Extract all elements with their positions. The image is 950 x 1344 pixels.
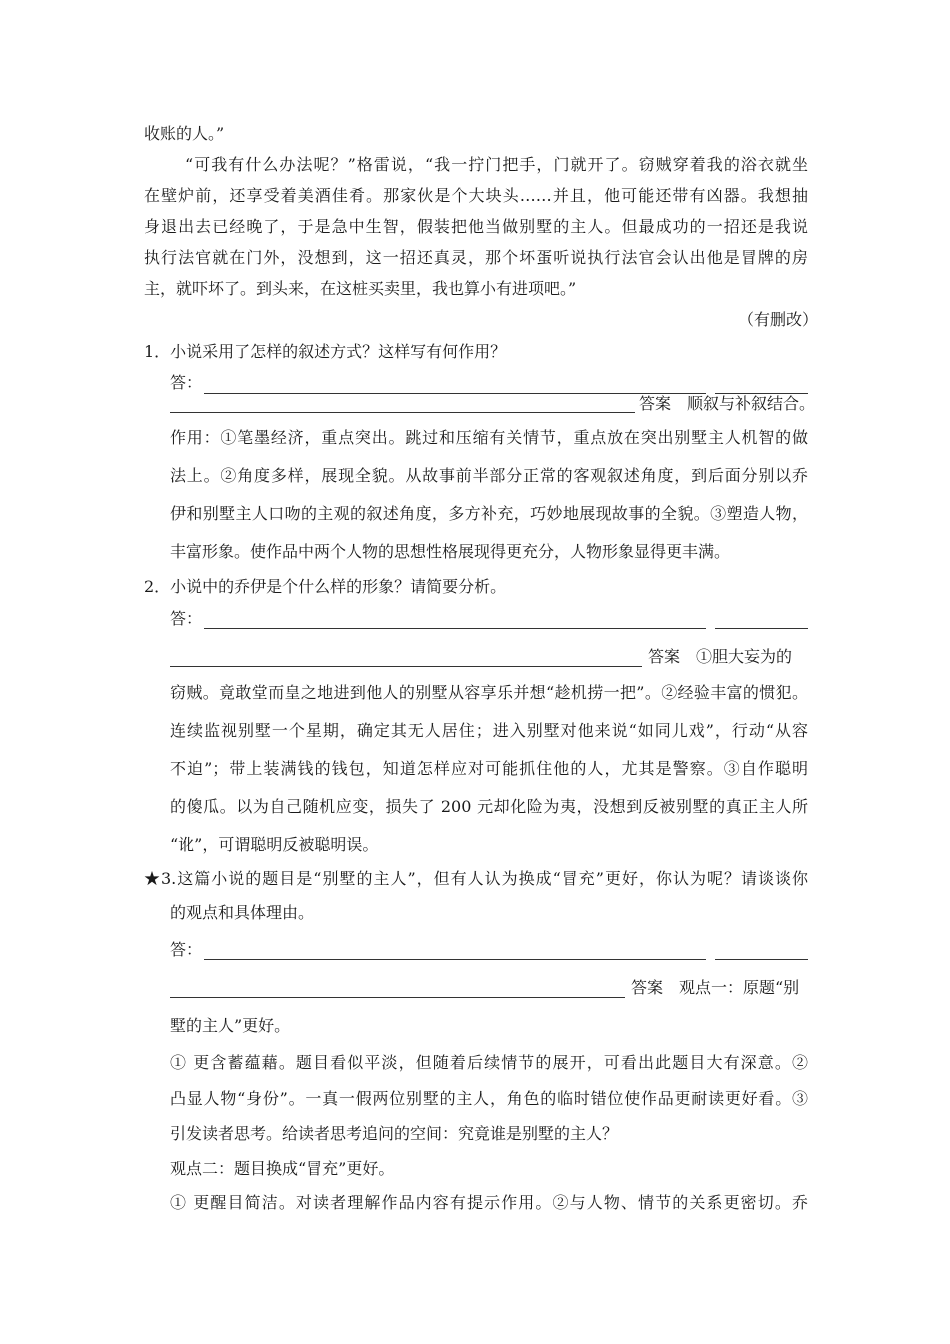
answer-body-line: 的傻瓜。以为自己随机应变，损失了 200 元却化险为夷，没想到反被别墅的真正主人所 bbox=[170, 797, 808, 816]
answer-line bbox=[170, 412, 635, 413]
answer-body-line: 墅的主人”更好。 bbox=[170, 1016, 291, 1035]
question-3-cont: 的观点和具体理由。 bbox=[170, 903, 315, 922]
answer-tag: 答案 观点一：原题“别 bbox=[631, 978, 800, 997]
story-line: “可我有什么办法呢？”格雷说，“我一拧门把手，门就开了。窃贼穿着我的浴衣就坐 bbox=[185, 155, 808, 174]
answer-prefix: 答： bbox=[170, 609, 203, 628]
story-line: 身退出去已经晚了，于是急中生智，假装把他当做别墅的主人。但最成功的一招还是我说 bbox=[144, 217, 808, 236]
answer-body-line: 法上。②角度多样，展现全貌。从故事前半部分正常的客观叙述角度，到后面分别以乔 bbox=[170, 466, 808, 485]
revision-note: （有删改） bbox=[738, 310, 819, 329]
answer-tag: 答案 顺叙与补叙结合。 bbox=[639, 394, 816, 413]
answer-body-line: ① 更醒目简洁。对读者理解作品内容有提示作用。②与人物、情节的关系更密切。乔 bbox=[170, 1193, 808, 1212]
question-2: 2．小说中的乔伊是个什么样的形象？请简要分析。 bbox=[144, 577, 507, 596]
answer-body-line: ① 更含蓄蕴藉。题目看似平淡，但随着后续情节的展开，可看出此题目大有深意。② bbox=[170, 1053, 808, 1072]
answer-body-line: 凸显人物“身份”。一真一假两位别墅的主人，角色的临时错位使作品更耐读更好看。③ bbox=[170, 1089, 808, 1108]
answer-line bbox=[170, 997, 625, 998]
story-line: 收账的人。” bbox=[144, 124, 225, 143]
answer-body-line: 不迫”；带上装满钱的钱包，知道怎样应对可能抓住他的人，尤其是警察。③自作聪明 bbox=[170, 759, 808, 778]
story-line: 主，就吓坏了。到头来，在这桩买卖里，我也算小有进项吧。” bbox=[144, 279, 577, 298]
answer-prefix: 答： bbox=[170, 940, 203, 959]
answer-body-line: 伊和别墅主人口吻的主观的叙述角度，多方补充，巧妙地展现故事的全貌。③塑造人物， bbox=[170, 504, 808, 523]
question-1: 1．小说采用了怎样的叙述方式？这样写有何作用？ bbox=[144, 342, 507, 361]
answer-line bbox=[715, 628, 808, 629]
answer-line bbox=[715, 959, 808, 960]
answer-body-line: 连续监视别墅一个星期，确定其无人居住；进入别墅对他来说“如同儿戏”，行动“从容 bbox=[170, 721, 808, 740]
answer-line bbox=[204, 393, 706, 394]
story-line: 在壁炉前，还享受着美酒佳肴。那家伙是个大块头……并且，他可能还带有凶器。我想抽 bbox=[144, 186, 808, 205]
answer-body-line: 窃贼。竟敢堂而皇之地进到他人的别墅从容享乐并想“趁机捞一把”。②经验丰富的惯犯。 bbox=[170, 683, 808, 702]
answer-line bbox=[170, 666, 642, 667]
answer-body-line: 引发读者思考。给读者思考追问的空间：究竟谁是别墅的主人？ bbox=[170, 1124, 619, 1143]
story-line: 执行法官就在门外，没想到，这一招还真灵，那个坏蛋听说执行法官会认出他是冒牌的房 bbox=[144, 248, 808, 267]
question-3: ★3.这篇小说的题目是“别墅的主人”，但有人认为换成“冒充”更好，你认为呢？请谈谈你 bbox=[144, 869, 808, 888]
answer-body-line: 作用：①笔墨经济，重点突出。跳过和压缩有关情节，重点放在突出别墅主人机智的做 bbox=[170, 428, 808, 447]
answer-line bbox=[204, 628, 706, 629]
answer-body-line: 观点二：题目换成“冒充”更好。 bbox=[170, 1159, 395, 1178]
answer-line bbox=[204, 959, 706, 960]
answer-body-line: 丰富形象。使作品中两个人物的思想性格展现得更充分，人物形象显得更丰满。 bbox=[170, 542, 731, 561]
answer-body-line: “讹”，可谓聪明反被聪明误。 bbox=[170, 835, 379, 854]
answer-prefix: 答： bbox=[170, 373, 203, 392]
answer-tag: 答案 ①胆大妄为的 bbox=[648, 647, 793, 666]
